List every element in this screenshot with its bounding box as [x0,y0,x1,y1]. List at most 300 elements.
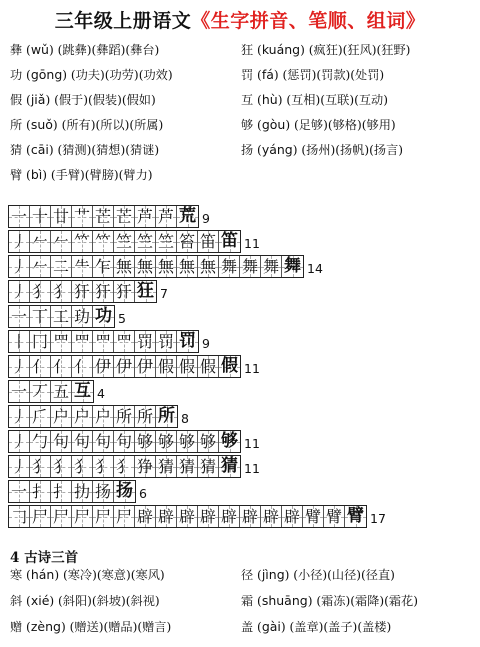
stroke-cell [72,256,93,277]
stroke-cell [72,206,93,227]
stroke-cell [51,381,72,402]
stroke-glyph: 十 [31,206,48,226]
stroke-cell [51,456,72,477]
stroke-glyph: 艹 [73,206,90,226]
vocab-char: 彝 [10,43,23,57]
stroke-glyph: 舞 [241,256,258,276]
vocab-words: (手臂)(臂膀)(臂力) [50,168,153,182]
stroke-cell [114,256,135,277]
stroke-cell [261,256,282,277]
stroke-glyph: 户 [73,406,90,426]
stroke-cell [30,356,51,377]
stroke-glyph: 臂 [347,506,364,526]
vocab-words: (赠送)(赠品)(赠言) [69,620,172,634]
stroke-glyph: 所 [115,406,132,426]
vocab-entry: 斜 (xié) (斜阳)(斜坡)(斜视) [10,593,160,608]
vocab-char: 功 [10,68,23,82]
vocab-entry: 彝 (wǔ) (跳彝)(彝蹈)(彝台) [10,42,160,57]
vocab-entry: 扬 (yáng) (扬州)(扬帆)(扬言) [241,142,404,157]
stroke-cell [51,406,72,427]
stroke-cell [9,231,30,252]
stroke-glyph: 辟 [241,506,258,526]
vocab-words: (跳彝)(彝蹈)(彝台) [57,43,160,57]
stroke-cell [114,506,135,527]
stroke-count: 4 [97,386,105,401]
stroke-cell [51,281,72,302]
stroke-cell [219,231,240,252]
stroke-grid [8,280,157,303]
stroke-glyph: 假 [221,356,238,376]
stroke-glyph: 丿 [10,431,27,451]
stroke-cell [219,256,240,277]
stroke-cell [51,356,72,377]
stroke-cell [9,406,30,427]
vocab-entry: 互 (hù) (互相)(互联)(互动) [241,92,388,107]
stroke-cell [72,406,93,427]
stroke-glyph: 𥫗 [94,231,111,251]
stroke-glyph: 犭 [94,456,111,476]
stroke-cell [51,481,72,502]
stroke-glyph: 芒 [94,206,111,226]
stroke-glyph: 够 [136,431,153,451]
vocab-pinyin: hù [261,92,278,107]
stroke-cell [282,256,303,277]
stroke-glyph: 亻 [52,356,69,376]
stroke-cell [282,506,303,527]
stroke-cell [30,331,51,352]
stroke-cell [30,406,51,427]
stroke-glyph: 舞 [220,256,237,276]
section-title: 4 古诗三首 [10,550,79,566]
stroke-cell [198,256,219,277]
stroke-row [8,303,478,328]
stroke-glyph: 丿 [10,456,27,476]
stroke-cell [114,456,135,477]
stroke-grid [8,330,199,353]
stroke-cell [30,481,51,502]
vocab-entry: 罚 (fá) (惩罚)(罚款)(处罚) [241,67,385,82]
stroke-cell [114,406,135,427]
stroke-cell [30,506,51,527]
stroke-glyph: 犭 [52,456,69,476]
stroke-cell [51,306,72,327]
vocab-char: 扬 [241,143,254,157]
stroke-cell [177,256,198,277]
stroke-glyph: 辟 [220,506,237,526]
vocab-pinyin: hán [30,567,55,582]
title-highlight: 《生字拼音、笔顺、组词》 [191,10,426,32]
vocab-pinyin: cāi [30,142,49,157]
stroke-count: 8 [181,411,189,426]
stroke-cell [156,356,177,377]
stroke-grid [8,405,178,428]
stroke-glyph: 犭 [52,281,69,301]
stroke-cell [93,331,114,352]
stroke-order-list [8,203,478,528]
stroke-cell [156,331,177,352]
stroke-count: 11 [244,236,260,251]
stroke-glyph: 伊 [136,356,153,376]
stroke-cell [135,431,156,452]
vocab-pinyin: kuáng [261,42,301,57]
stroke-cell [135,456,156,477]
stroke-count: 7 [160,286,168,301]
vocab-words: (所有)(所以)(所属) [61,118,164,132]
stroke-cell [9,281,30,302]
stroke-glyph: 無 [157,256,174,276]
stroke-glyph: 荒 [179,206,196,226]
stroke-glyph: 丅 [31,306,48,326]
stroke-cell [93,506,114,527]
vocab-entry: 霜 (shuāng) (霜冻)(霜降)(霜花) [241,593,418,608]
vocab-entry: 狂 (kuáng) (疯狂)(狂风)(狂野) [241,42,411,57]
stroke-cell [114,431,135,452]
stroke-row [8,478,478,503]
stroke-cell [303,506,324,527]
stroke-cell [219,431,240,452]
stroke-grid [8,505,367,528]
vocab-char: 径 [241,568,254,582]
stroke-row [8,428,478,453]
stroke-glyph: 二 [52,256,69,276]
stroke-glyph: 伊 [94,356,111,376]
stroke-glyph: 罒 [52,331,69,351]
stroke-glyph: 辟 [136,506,153,526]
vocab-entry: 赠 (zèng) (赠送)(赠品)(赠言) [10,619,172,634]
stroke-cell [177,431,198,452]
stroke-cell [72,431,93,452]
vocab-entry: 功 (gōng) (功夫)(功劳)(功效) [10,67,173,82]
vocab-pinyin: suǒ [30,117,53,132]
stroke-cell [93,206,114,227]
vocab-words: (盖章)(盖子)(盖楼) [289,620,392,634]
stroke-glyph: 猜 [199,456,216,476]
stroke-glyph: 𠂉 [31,256,48,276]
stroke-cell [30,256,51,277]
vocab-char: 臂 [10,168,23,182]
stroke-cell [198,456,219,477]
stroke-glyph: 丆 [31,381,48,401]
stroke-cell [9,431,30,452]
stroke-row [8,403,478,428]
stroke-glyph: 丿 [10,281,27,301]
stroke-grid [8,355,241,378]
stroke-glyph: 句 [52,431,69,451]
stroke-glyph: 犴 [94,281,111,301]
stroke-glyph: 狂 [137,281,154,301]
stroke-cell [177,456,198,477]
stroke-grid [8,255,304,278]
stroke-cell [9,481,30,502]
vocab-words: (霜冻)(霜降)(霜花) [316,594,418,608]
stroke-glyph: 舞 [284,256,301,276]
stroke-cell [51,506,72,527]
vocab-char: 霜 [241,594,254,608]
stroke-cell [9,356,30,377]
vocab-char: 假 [10,93,23,107]
stroke-count: 17 [370,511,386,526]
stroke-cell [135,256,156,277]
stroke-cell [93,256,114,277]
stroke-cell [198,506,219,527]
stroke-glyph: 扐 [73,481,90,501]
stroke-cell [114,481,135,502]
stroke-glyph: 所 [158,406,175,426]
stroke-cell [93,306,114,327]
stroke-cell [114,231,135,252]
vocab-char: 斜 [10,594,23,608]
stroke-row [8,503,478,528]
stroke-count: 11 [244,461,260,476]
stroke-glyph: 犭 [31,281,48,301]
stroke-glyph: 所 [136,406,153,426]
vocab-char: 寒 [10,568,23,582]
stroke-cell [30,231,51,252]
stroke-cell [156,506,177,527]
stroke-glyph: 句 [115,431,132,451]
stroke-grid [8,430,241,453]
stroke-glyph: 辟 [262,506,279,526]
stroke-glyph: 一 [10,381,27,401]
stroke-cell [219,456,240,477]
stroke-cell [93,281,114,302]
stroke-glyph: 狰 [136,456,153,476]
stroke-cell [240,506,261,527]
stroke-count: 11 [244,436,260,451]
stroke-cell [219,356,240,377]
stroke-cell [156,406,177,427]
stroke-row [8,278,478,303]
stroke-glyph: 丿 [10,256,27,276]
stroke-glyph: 扌 [31,481,48,501]
stroke-grid [8,480,136,503]
vocab-words: (功夫)(功劳)(功效) [70,68,173,82]
stroke-glyph: 罚 [157,331,174,351]
stroke-glyph: 猜 [178,456,195,476]
stroke-grid [8,455,241,478]
stroke-cell [156,256,177,277]
stroke-cell [30,281,51,302]
stroke-glyph: 勹 [31,431,48,451]
vocab-words: (小径)(山径)(径直) [293,568,395,582]
stroke-glyph: 犭 [73,456,90,476]
title-prefix: 三年级上册语文 [54,10,192,32]
stroke-cell [72,281,93,302]
stroke-glyph: 辟 [283,506,300,526]
stroke-glyph: 假 [178,356,195,376]
stroke-glyph: 句 [94,431,111,451]
stroke-glyph: 猜 [221,456,238,476]
vocab-pinyin: wǔ [30,42,49,57]
stroke-glyph: 尸 [73,506,90,526]
stroke-cell [51,256,72,277]
stroke-row [8,203,478,228]
stroke-glyph: 笞 [178,231,195,251]
stroke-glyph: 伊 [115,356,132,376]
stroke-glyph: 丨 [10,331,27,351]
vocab-words: (假于)(假装)(假如) [54,93,156,107]
stroke-cell [72,231,93,252]
stroke-grid [8,205,199,228]
stroke-glyph: 𠂆 [31,406,48,426]
stroke-cell [345,506,366,527]
vocab-words: (疯狂)(狂风)(狂野) [308,43,411,57]
vocab-pinyin: xié [30,593,50,608]
stroke-count: 14 [307,261,323,276]
page-title [0,6,480,33]
stroke-glyph: 竺 [157,231,174,251]
vocab-entry: 假 (jiǎ) (假于)(假装)(假如) [10,92,156,107]
vocab-char: 互 [241,93,254,107]
stroke-row [8,328,478,353]
stroke-glyph: 笛 [221,231,238,251]
stroke-glyph: 假 [199,356,216,376]
vocab-char: 猜 [10,143,23,157]
stroke-glyph: 户 [94,406,111,426]
stroke-cell [135,331,156,352]
stroke-cell [9,331,30,352]
vocab-entry: 盖 (gài) (盖章)(盖子)(盖楼) [241,619,392,634]
stroke-cell [156,231,177,252]
vocab-words: (寒冷)(寒意)(寒风) [62,568,165,582]
vocab-entry: 寒 (hán) (寒冷)(寒意)(寒风) [10,567,165,582]
stroke-cell [114,281,135,302]
vocab-pinyin: zèng [30,619,61,634]
stroke-glyph: 無 [199,256,216,276]
stroke-count: 9 [202,211,210,226]
stroke-cell [198,431,219,452]
vocab-words: (惩罚)(罚款)(处罚) [282,68,385,82]
vocab-char: 罚 [241,68,254,82]
stroke-cell [93,406,114,427]
stroke-glyph: 𥫗 [73,231,90,251]
stroke-glyph: ⺧ [73,256,90,276]
vocab-entry: 猜 (cāi) (猜测)(猜想)(猜谜) [10,142,160,157]
stroke-cell [177,206,198,227]
vocab-entry: 径 (jìng) (小径)(山径)(径直) [241,567,395,582]
stroke-glyph: 無 [115,256,132,276]
stroke-cell [93,481,114,502]
stroke-glyph: 尸 [115,506,132,526]
stroke-glyph: 尸 [31,506,48,526]
stroke-glyph: 芦 [136,206,153,226]
stroke-cell [93,431,114,452]
stroke-cell [9,456,30,477]
stroke-glyph: 辟 [199,506,216,526]
stroke-cell [114,206,135,227]
vocab-pinyin: gòu [261,117,286,132]
stroke-cell [219,506,240,527]
stroke-glyph: 猜 [157,456,174,476]
stroke-glyph: 够 [221,431,238,451]
vocab-words: (斜阳)(斜坡)(斜视) [58,594,160,608]
stroke-cell [93,356,114,377]
stroke-glyph: 臂 [304,506,321,526]
vocab-char: 够 [241,118,254,132]
stroke-glyph: 乍 [94,256,111,276]
stroke-grid [8,230,241,253]
vocab-words: (互相)(互联)(互动) [286,93,388,107]
vocab-words: (扬州)(扬帆)(扬言) [301,143,404,157]
vocab-entry: 所 (suǒ) (所有)(所以)(所属) [10,117,164,132]
stroke-cell [177,356,198,377]
stroke-cell [114,356,135,377]
stroke-row [8,453,478,478]
stroke-glyph: 𠂉 [52,231,69,251]
stroke-glyph: 亻 [73,356,90,376]
stroke-glyph: 尸 [52,506,69,526]
stroke-count: 9 [202,336,210,351]
stroke-glyph: 無 [178,256,195,276]
vocab-char: 狂 [241,43,254,57]
stroke-glyph: 假 [157,356,174,376]
stroke-cell [30,431,51,452]
stroke-cell [72,306,93,327]
stroke-cell [72,506,93,527]
stroke-cell [30,306,51,327]
stroke-glyph: 辟 [157,506,174,526]
stroke-cell [240,256,261,277]
stroke-cell [198,356,219,377]
stroke-cell [72,456,93,477]
vocab-entry: 臂 (bì) (手臂)(臂膀)(臂力) [10,167,153,182]
stroke-cell [177,506,198,527]
stroke-glyph: 句 [73,431,90,451]
vocab-pinyin: shuāng [261,593,308,608]
stroke-cell [156,206,177,227]
stroke-glyph: 臂 [325,506,342,526]
stroke-glyph: 廿 [52,206,69,226]
stroke-row [8,253,478,278]
stroke-glyph: 够 [199,431,216,451]
stroke-glyph: 𠂉 [31,231,48,251]
stroke-glyph: 玏 [73,306,90,326]
stroke-count: 11 [244,361,260,376]
vocab-pinyin: yáng [261,142,293,157]
stroke-glyph: 罚 [179,331,196,351]
stroke-glyph: 犴 [73,281,90,301]
vocab-pinyin: gài [261,619,281,634]
stroke-cell [72,381,93,402]
vocab-entry: 够 (gòu) (足够)(够格)(够用) [241,117,396,132]
stroke-cell [135,231,156,252]
vocab-words: (猜测)(猜想)(猜谜) [57,143,160,157]
stroke-glyph: 罒 [115,331,132,351]
stroke-glyph: 犭 [115,456,132,476]
stroke-glyph: 竺 [136,231,153,251]
stroke-cell [156,431,177,452]
stroke-cell [30,456,51,477]
stroke-cell [9,306,30,327]
stroke-cell [114,331,135,352]
stroke-glyph: 五 [52,381,69,401]
stroke-count: 5 [118,311,126,326]
stroke-count: 6 [139,486,147,501]
stroke-cell [51,206,72,227]
vocab-words: (足够)(够格)(够用) [293,118,396,132]
stroke-cell [135,206,156,227]
stroke-cell [72,481,93,502]
stroke-cell [261,506,282,527]
stroke-grid [8,305,115,328]
stroke-glyph: 互 [74,381,91,401]
stroke-glyph: 犭 [31,456,48,476]
stroke-cell [72,356,93,377]
stroke-glyph: 丿 [10,406,27,426]
stroke-glyph: 一 [10,481,27,501]
stroke-row [8,353,478,378]
stroke-glyph: 罒 [73,331,90,351]
